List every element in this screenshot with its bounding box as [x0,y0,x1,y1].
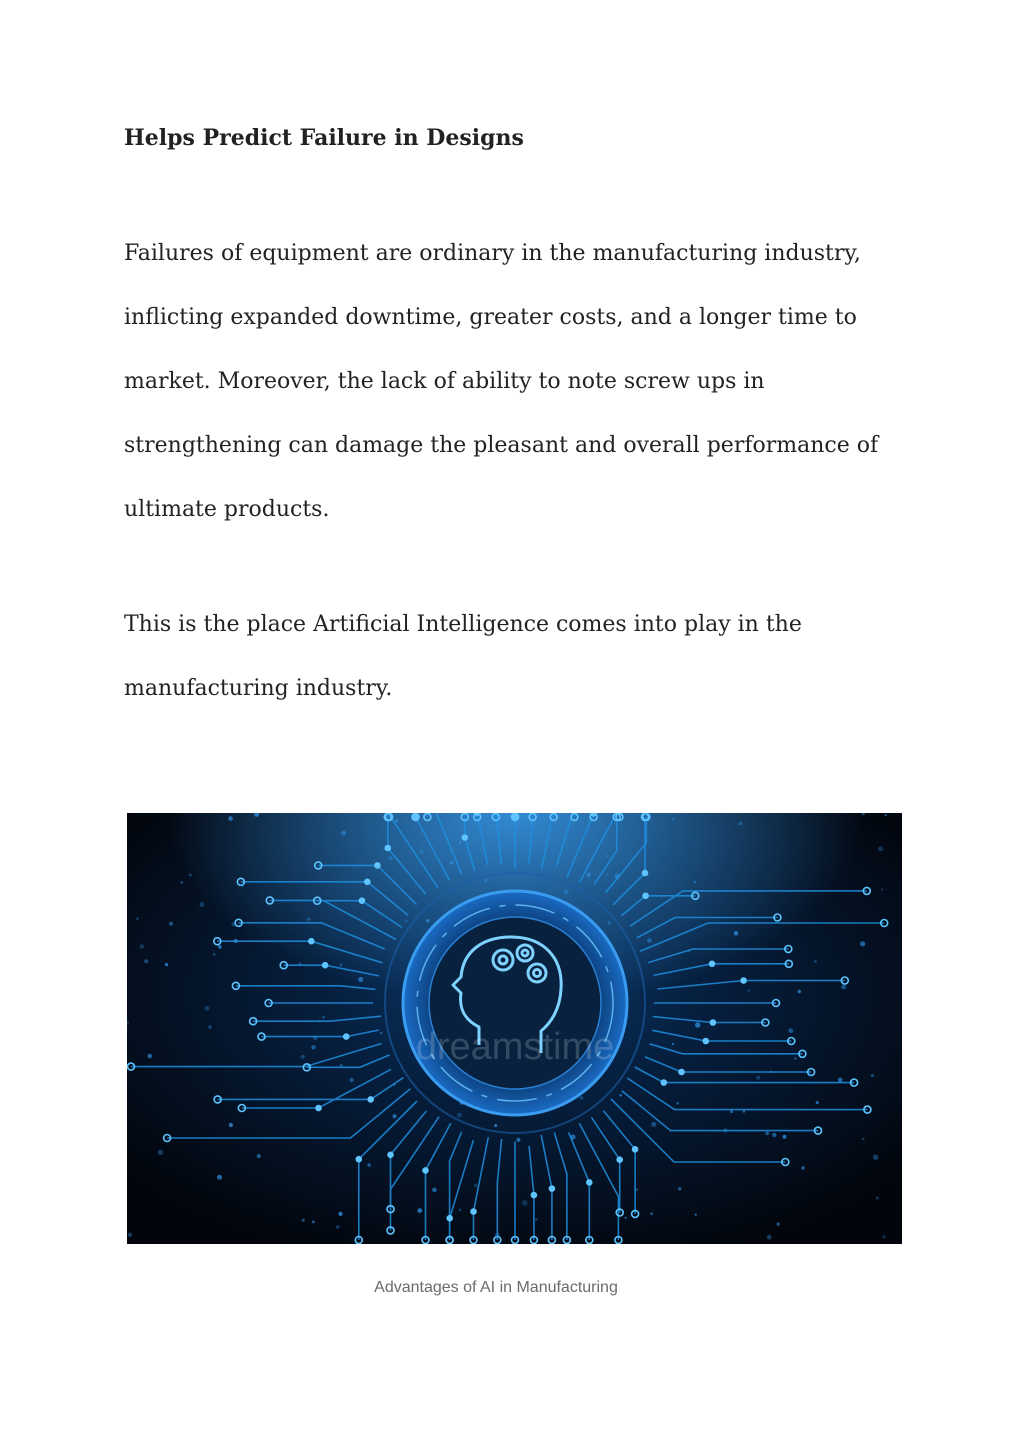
circuit-dot [679,1070,684,1075]
background-dot [608,921,612,925]
watermark-text: dreamstime [415,1026,615,1068]
background-dot [885,814,887,816]
background-dot [767,1235,772,1240]
background-dot [672,818,674,820]
background-dot [165,963,168,966]
background-dot [426,919,429,922]
background-dot [756,1076,760,1080]
background-dot [586,873,590,877]
background-dot [838,1078,843,1083]
background-dot [606,873,608,875]
background-dot [420,850,424,854]
background-dot [677,1102,679,1104]
circuit-dot [447,1216,452,1221]
background-dot [862,1138,864,1140]
background-dot [218,945,222,949]
background-dot [883,1236,886,1239]
background-dot [841,984,846,989]
background-dot [200,902,205,907]
circuit-dot [633,1147,638,1152]
background-dot [380,1032,382,1034]
background-dot [358,977,363,982]
background-dot [484,879,488,883]
background-dot [808,1074,811,1077]
background-dot [459,841,461,843]
background-dot [353,865,355,867]
background-dot [743,1110,745,1112]
paragraph-line: Failures of equipment are ordinary in the manufacturing industry, [124,241,861,266]
background-dot [695,1214,697,1216]
background-dot [748,989,750,991]
background-dot [158,1150,164,1156]
circuit-dot [643,871,648,876]
background-dot [783,1135,787,1139]
background-dot [678,1187,681,1190]
background-dot [723,1128,727,1132]
background-dot [695,1022,700,1027]
background-dot [302,1219,305,1222]
background-dot [340,1064,342,1066]
background-dot [241,884,244,887]
background-dot [318,1020,320,1022]
background-dot [189,874,192,877]
background-dot [311,1045,315,1049]
background-dot [871,1074,874,1077]
background-dot [801,1166,804,1169]
background-dot [338,1212,342,1216]
background-dot [650,1212,653,1215]
background-dot [231,922,235,926]
background-dot [739,822,743,826]
background-dot [570,1134,575,1139]
background-dot [312,1221,315,1224]
background-dot [694,881,696,883]
background-dot [395,819,398,822]
background-dot [169,922,173,926]
circuit-dot [475,813,480,815]
background-dot [474,1184,478,1188]
background-dot [322,1016,324,1018]
background-dot [229,1123,233,1127]
background-dot [234,939,238,943]
background-dot [432,1188,437,1193]
background-dot [393,1114,397,1118]
background-dot [765,1131,769,1135]
background-dot [777,1222,780,1225]
circuit-dot [661,1080,666,1085]
background-dot [217,1175,222,1180]
background-dot [128,1233,132,1237]
background-dot [794,1057,797,1060]
background-dot [881,888,883,890]
circuit-dot [316,1106,321,1111]
background-dot [341,831,346,836]
paragraph-ai-intro [124,609,802,737]
image-caption: Advantages of AI in Manufacturing [374,1279,618,1296]
paragraph-line: ultimate products. [124,497,330,522]
background-dot [522,1200,527,1205]
background-dot [816,1101,819,1104]
background-dot [633,815,635,817]
background-dot [770,1071,772,1073]
background-dot [388,856,392,860]
circuit-dot [549,1186,554,1191]
circuit-dot [471,1209,476,1214]
background-dot [772,1133,776,1137]
circuit-dot [462,835,467,840]
background-dot [336,1225,340,1229]
circuit-dot [710,961,715,966]
background-dot [788,1028,793,1033]
background-dot [339,963,342,966]
background-dot [516,1138,520,1142]
background-dot [208,1025,212,1029]
circuit-dot [703,1039,708,1044]
background-dot [873,1155,878,1160]
circuit-dot [531,1193,536,1198]
background-dot [457,1113,462,1118]
background-dot [301,1055,305,1059]
background-dot [878,846,883,851]
background-dot [405,920,408,923]
circuit-dot [365,879,370,884]
background-dot [140,944,144,948]
background-dot [647,938,652,943]
background-dot [450,861,454,865]
circuit-dot [741,978,746,983]
circuit-dot [643,893,648,898]
paragraph-line: market. Moreover, the lack of ability to note screw ups in [124,369,765,394]
background-dot [148,1054,153,1059]
background-dot [494,1124,497,1127]
background-dot [495,1233,500,1238]
paragraph-line: This is the place Artificial Intelligence comes into play in the [124,612,802,637]
circuit-dot [587,1180,592,1185]
circuit-dot [513,814,518,819]
background-dot [393,1084,395,1086]
background-dot [213,953,215,955]
circuit-board-illustration [127,813,902,1244]
circuit-dot [309,939,314,944]
background-dot [619,1094,622,1097]
background-dot [814,960,817,963]
background-dot [181,881,183,883]
background-dot [625,1217,627,1219]
background-dot [228,816,233,821]
background-dot [136,918,138,920]
circuit-dot [423,1168,428,1173]
circuit-dot [356,1157,361,1162]
background-dot [730,1110,733,1113]
background-dot [350,1078,354,1082]
background-dot [876,1197,879,1200]
section-heading: Helps Predict Failure in Designs [124,125,524,151]
circuit-dot [323,963,328,968]
background-dot [798,990,801,993]
background-dot [205,1006,210,1011]
ai-circuit-image [127,813,902,1244]
circuit-dot [591,813,596,816]
paragraph-line: strengthening can damage the pleasant and overall performance of [124,433,879,458]
circuit-dot [359,898,364,903]
background-dot [535,1218,537,1220]
background-dot [635,1188,638,1191]
circuit-dot [388,1152,393,1157]
background-dot [459,1209,462,1212]
background-dot [688,950,690,952]
circuit-dot [368,1097,373,1102]
paragraph-line: inflicting expanded downtime, greater costs, and a longer time to [124,305,857,330]
background-dot [307,918,310,921]
circuit-dot [413,814,418,819]
background-dot [417,1208,422,1213]
background-dot [367,1163,371,1167]
background-dot [672,1043,674,1045]
background-dot [615,874,620,879]
circuit-dot [385,846,390,851]
background-dot [644,813,647,816]
background-dot [734,931,738,935]
background-dot [860,941,865,946]
background-dot [651,1122,656,1127]
background-dot [257,1154,261,1158]
circuit-dot [375,863,380,868]
circuit-dot [710,1020,715,1025]
background-dot [144,959,148,963]
background-dot [564,889,569,894]
background-dot [606,855,608,857]
paragraph-line: manufacturing industry. [124,676,393,701]
background-dot [580,1096,584,1100]
paragraph-equipment-failures [124,238,878,558]
circuit-dot [617,1157,622,1162]
circuit-dot [344,1034,349,1039]
background-dot [313,1036,317,1040]
background-dot [299,963,302,966]
